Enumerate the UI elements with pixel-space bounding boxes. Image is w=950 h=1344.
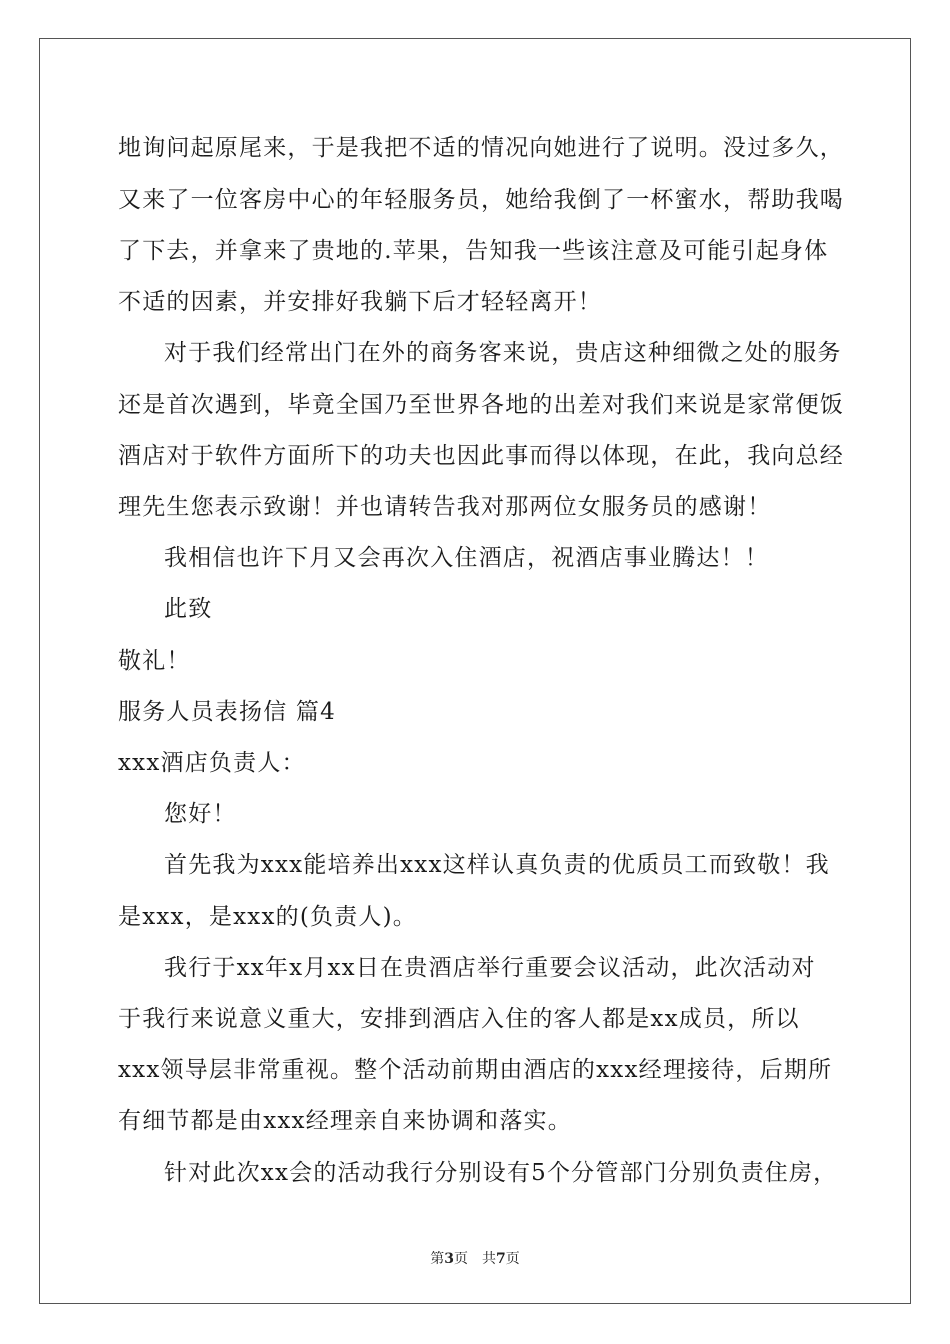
paragraph-start: 对于我们经常出门在外的商务客来说，贵店这种细微之处的服务 <box>164 340 842 366</box>
text-line: 还是首次遇到，毕竟全国乃至世界各地的出差对我们来说是家常便饭 <box>118 392 844 418</box>
greeting: 您好！ <box>164 801 237 827</box>
text-line: 酒店对于软件方面所下的功夫也因此事而得以体现，在此，我向总经 <box>118 443 844 469</box>
paragraph-start: 我行于xx年x月xx日在贵酒店举行重要会议活动，此次活动对 <box>164 955 816 981</box>
page-footer <box>0 1248 950 1268</box>
text-line: 于我行来说意义重大，安排到酒店入住的客人都是xx成员，所以 <box>118 1006 800 1032</box>
paragraph-start: 我相信也许下月又会再次入住酒店，祝酒店事业腾达！！ <box>164 545 769 571</box>
paragraph-start: 首先我为xxx能培养出xxx这样认真负责的优质员工而致敬！我 <box>164 852 830 878</box>
current-page-number: 3 <box>444 1251 454 1267</box>
closing-salutation: 此致 <box>164 596 213 622</box>
text-line: 不适的因素，并安排好我躺下后才轻轻离开！ <box>118 289 602 315</box>
text-line: 理先生您表示致谢！并也请转告我对那两位女服务员的感谢！ <box>118 494 772 520</box>
footer-prefix: 第 <box>430 1251 445 1267</box>
text-line: xxx领导层非常重视。整个活动前期由酒店的xxx经理接待，后期所 <box>118 1057 833 1083</box>
total-page-number: 7 <box>496 1251 506 1267</box>
closing-regards: 敬礼！ <box>118 648 191 674</box>
text-line: 是xxx，是xxx的(负责人)。 <box>118 904 417 930</box>
text-line: 有细节都是由xxx经理亲自来协调和落实。 <box>118 1108 572 1134</box>
paragraph-start: 针对此次xx会的活动我行分别设有5个分管部门分别负责住房， <box>164 1160 838 1186</box>
text-line: 了下去，并拿来了贵地的.苹果，告知我一些该注意及可能引起身体 <box>118 238 829 264</box>
footer-suffix: 页 <box>505 1251 520 1267</box>
text-line: 又来了一位客房中心的年轻服务员，她给我倒了一杯蜜水，帮助我喝 <box>118 187 844 213</box>
section-title: 服务人员表扬信 篇4 <box>118 699 336 725</box>
addressee: xxx酒店负责人： <box>118 750 306 776</box>
footer-mid: 页 共 <box>454 1251 496 1267</box>
text-line: 地询问起原尾来，于是我把不适的情况向她进行了说明。没过多久， <box>118 135 844 161</box>
